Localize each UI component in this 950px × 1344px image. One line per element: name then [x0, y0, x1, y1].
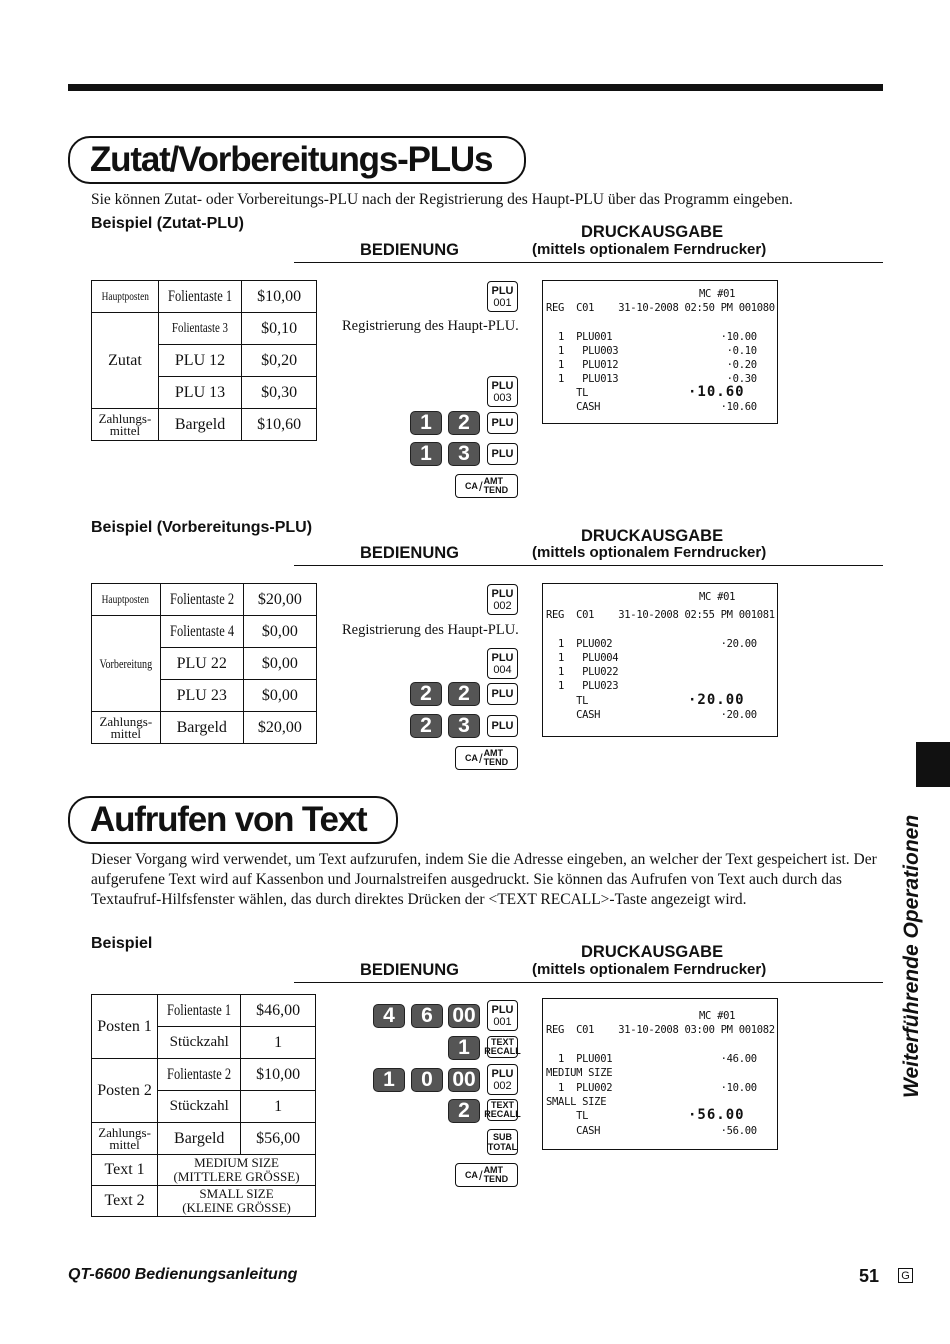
plu-001-key[interactable]: PLU 001: [487, 1000, 518, 1031]
table-cell: Zutat: [92, 313, 159, 409]
number-key[interactable]: 1: [373, 1068, 405, 1092]
table-cell: $46,00: [241, 995, 316, 1027]
plu-004-key[interactable]: PLU 004: [487, 648, 518, 679]
table-cell: Hauptposten: [101, 289, 149, 303]
number-key[interactable]: 2: [410, 682, 442, 706]
receipt-line: 1 PLU013 ·0.30: [546, 373, 757, 385]
receipt-line: SMALL SIZE: [546, 1096, 607, 1108]
table-cell: Folientaste 1: [167, 1001, 232, 1019]
receipt-printout: [542, 583, 778, 737]
table-cell: Text 2: [92, 1186, 158, 1217]
table-cell: Bargeld: [158, 1123, 241, 1155]
table-cell: Text 1: [92, 1155, 158, 1186]
bedienung-header: BEDIENUNG: [360, 241, 460, 259]
table-cell: 1: [241, 1027, 316, 1059]
table-cell: Folientaste 3: [171, 320, 229, 336]
chapter-tab: [916, 742, 950, 787]
receipt-line: 1 PLU002 ·20.00: [546, 638, 757, 650]
table-cell: Folientaste 2: [167, 1065, 232, 1083]
number-key[interactable]: 0: [411, 1068, 443, 1092]
receipt-line: CASH ·10.60: [546, 401, 757, 413]
section-intro: Dieser Vorgang wird verwendet, um Text aufzurufen, indem Sie die Adresse eingeben, an welcher der Text gespeichert ist. Der aufgerufene Text wird auf Kassenbon und Journalstreifen ausgedruckt. Sie können das Aufrufen von Text auch durch das Textaufruf-Hilfsfenster wählen, das durch direktes Drücken der <TEXT RECALL>-Taste angezeigt wird.: [91, 851, 877, 908]
receipt-printout: [542, 998, 778, 1150]
text-recall-key[interactable]: TEXT RECALL: [484, 1037, 521, 1056]
number-key[interactable]: 3: [448, 442, 480, 466]
example-table: [91, 994, 316, 1217]
receipt-total: ·20.00: [688, 692, 745, 708]
table-cell: Folientaste 1: [167, 287, 233, 305]
number-key[interactable]: 1: [410, 442, 442, 466]
receipt-line: CASH ·56.00: [546, 1125, 757, 1137]
table-cell: $20,00: [243, 712, 316, 744]
table-cell: PLU 23: [160, 680, 243, 712]
number-key[interactable]: 2: [448, 682, 480, 706]
table-cell: Vorbereitung: [99, 655, 153, 671]
plu-001-key[interactable]: PLU 001: [487, 281, 518, 312]
plu-003-key[interactable]: PLU 003: [487, 376, 518, 407]
table-cell: (KLEINE GRÖSSE): [182, 1200, 291, 1215]
example-label: Beispiel (Zutat-PLU): [91, 215, 244, 232]
druck-header: DRUCKAUSGABE: [581, 223, 724, 241]
receipt-line: TL: [546, 1110, 589, 1122]
table-cell: Posten 1: [92, 995, 158, 1059]
receipt-line: REG C01 31-10-2008 03:00 PM 001082: [546, 1024, 775, 1036]
plu-key[interactable]: PLU: [487, 412, 518, 434]
table-cell: $0,20: [242, 345, 317, 377]
plu-002-key[interactable]: PLU 002: [487, 584, 518, 615]
double-zero-key[interactable]: 00: [448, 1068, 480, 1092]
receipt-line: 1 PLU004: [546, 652, 619, 664]
example-table: [91, 583, 317, 744]
receipt-line: TL: [546, 695, 589, 707]
receipt-line: 1 PLU022: [546, 666, 619, 678]
number-key[interactable]: 2: [410, 714, 442, 738]
header-rule: [294, 565, 883, 566]
receipt-line: 1 PLU003 ·0.10: [546, 345, 757, 357]
plu-key[interactable]: PLU: [487, 683, 518, 705]
page-number: 51: [859, 1266, 880, 1286]
table-cell: SMALL SIZE: [199, 1186, 274, 1201]
language-badge: G: [898, 1268, 913, 1283]
receipt-line: REG C01 31-10-2008 02:50 PM 001080: [546, 302, 775, 314]
ca-amt-tend-key[interactable]: CA / AMT TEND: [455, 746, 518, 770]
number-key[interactable]: 6: [411, 1004, 443, 1028]
number-key[interactable]: 2: [448, 411, 480, 435]
table-cell: $0,00: [243, 680, 316, 712]
receipt-printout: [542, 280, 778, 424]
bedienung-header: BEDIENUNG: [360, 544, 460, 562]
plu-key[interactable]: PLU: [487, 715, 518, 737]
header-rule: [294, 982, 883, 983]
table-cell: $0,30: [242, 377, 317, 409]
receipt-line: MEDIUM SIZE: [546, 1067, 613, 1079]
ca-amt-tend-key[interactable]: CA / AMT TEND: [455, 474, 518, 498]
receipt-line: CASH ·20.00: [546, 709, 757, 721]
text-recall-key[interactable]: TEXT RECALL: [484, 1100, 521, 1119]
table-cell: Hauptposten: [102, 592, 150, 606]
table-cell: Zahlungs-: [99, 713, 153, 729]
section-title-text: Aufrufen von Text: [68, 796, 398, 844]
double-zero-key[interactable]: 00: [448, 1004, 480, 1028]
manual-title: QT-6600 Bedienungsanleitung: [68, 1266, 298, 1283]
receipt-line: 1 PLU001 ·10.00: [546, 331, 757, 343]
table-cell: PLU 12: [158, 345, 241, 377]
table-cell: Folientaste 2: [169, 590, 234, 608]
bedienung-header: BEDIENUNG: [360, 961, 460, 979]
receipt-line: 1 PLU002 ·10.00: [546, 1082, 757, 1094]
table-cell: Zahlungs-: [98, 410, 152, 426]
section-intro: Sie können Zutat- oder Vorbereitungs-PLU nach der Registrierung des Haupt-PLU über das Programm eingeben.: [91, 191, 793, 208]
receipt-line: TL: [546, 387, 589, 399]
subtotal-key[interactable]: SUB TOTAL: [487, 1129, 518, 1155]
fern-header: (mittels optionalem Ferndrucker): [532, 241, 767, 258]
table-cell: Stückzahl: [158, 1091, 241, 1123]
table-cell: $0,00: [243, 616, 316, 648]
table-cell: mittel: [109, 422, 141, 438]
ca-amt-tend-key[interactable]: CA / AMT TEND: [455, 1163, 518, 1187]
fern-header: (mittels optionalem Ferndrucker): [532, 961, 767, 978]
fern-header: (mittels optionalem Ferndrucker): [532, 544, 767, 561]
number-key[interactable]: 1: [410, 411, 442, 435]
chapter-label: Weiterführende Operationen: [900, 814, 923, 1098]
table-cell: 1: [241, 1091, 316, 1123]
receipt-line: MC #01: [699, 288, 736, 300]
table-cell: (MITTLERE GRÖSSE): [173, 1169, 300, 1184]
receipt-line: 1 PLU023: [546, 680, 619, 692]
table-cell: Zahlungs-: [98, 1124, 151, 1140]
druck-header: DRUCKAUSGABE: [581, 527, 724, 545]
top-rule: [68, 84, 883, 91]
number-key[interactable]: 1: [448, 1036, 480, 1060]
table-cell: Bargeld: [160, 712, 243, 744]
table-cell: $0,00: [243, 648, 316, 680]
header-rule: [294, 262, 883, 263]
number-key[interactable]: 3: [448, 714, 480, 738]
table-cell: Bargeld: [158, 409, 241, 441]
table-cell: PLU 22: [160, 648, 243, 680]
table-cell: $10,00: [241, 1059, 316, 1091]
step-note: Registrierung des Haupt-PLU.: [342, 622, 519, 638]
table-cell: mittel: [110, 725, 141, 741]
plu-002-key[interactable]: PLU 002: [487, 1064, 518, 1095]
receipt-line: MC #01: [699, 591, 736, 603]
table-cell: MEDIUM SIZE: [194, 1155, 279, 1170]
druck-header: DRUCKAUSGABE: [581, 943, 724, 961]
table-cell: $10,00: [242, 281, 317, 313]
table-cell: $20,00: [243, 584, 316, 616]
receipt-line: 1 PLU001 ·46.00: [546, 1053, 757, 1065]
receipt-total: ·10.60: [688, 384, 745, 400]
receipt-total: ·56.00: [688, 1107, 745, 1123]
table-cell: $56,00: [241, 1123, 316, 1155]
example-label: Beispiel: [91, 935, 153, 952]
table-cell: mittel: [109, 1136, 140, 1152]
table-cell: Stückzahl: [158, 1027, 241, 1059]
plu-key[interactable]: PLU: [487, 443, 518, 465]
number-key[interactable]: 2: [448, 1099, 480, 1123]
example-label: Beispiel (Vorbereitungs-PLU): [91, 519, 313, 536]
receipt-line: REG C01 31-10-2008 02:55 PM 001081: [546, 609, 775, 621]
table-cell: $10,60: [242, 409, 317, 441]
table-cell: Posten 2: [92, 1059, 158, 1123]
receipt-line: MC #01: [699, 1010, 736, 1022]
number-key[interactable]: 4: [373, 1004, 405, 1028]
section-title-plus: Zutat/Vorbereitungs-PLUs: [68, 136, 526, 184]
table-cell: $0,10: [242, 313, 317, 345]
table-cell: Folientaste 4: [169, 622, 234, 640]
example-table: [91, 280, 317, 441]
receipt-line: 1 PLU012 ·0.20: [546, 359, 757, 371]
step-note: Registrierung des Haupt-PLU.: [342, 318, 519, 334]
table-cell: PLU 13: [158, 377, 241, 409]
